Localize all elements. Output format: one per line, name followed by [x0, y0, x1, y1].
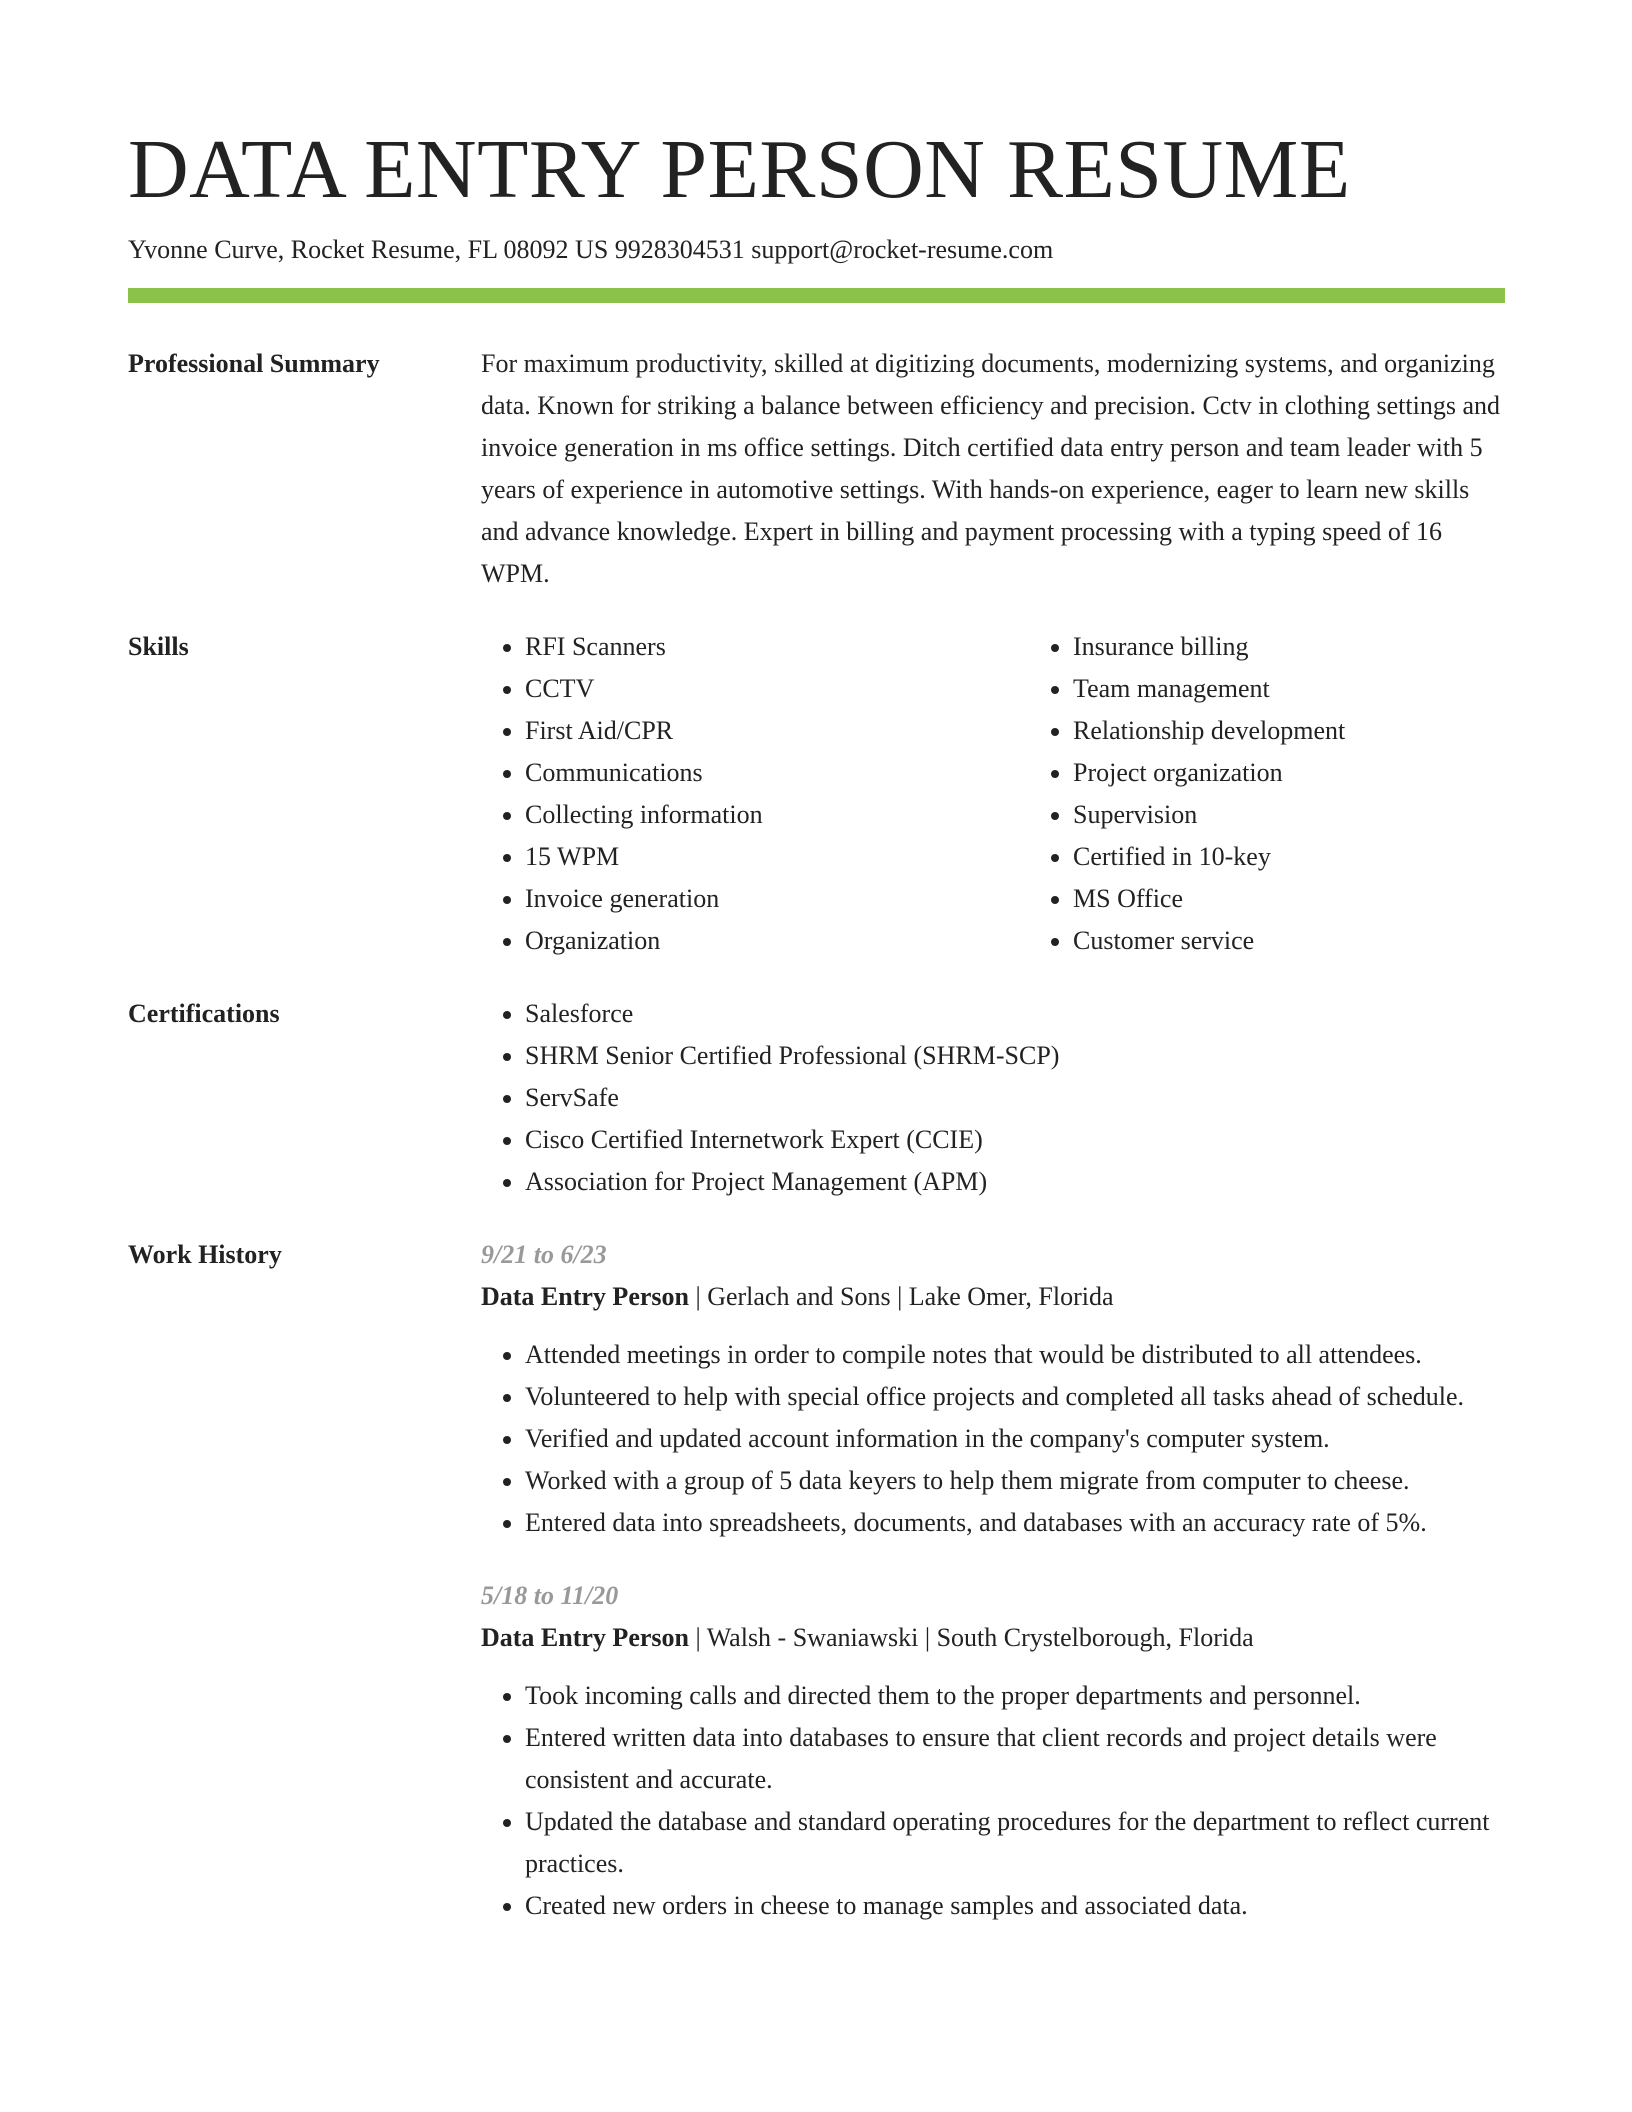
skill-item: • Communications: [525, 752, 1029, 794]
skill-item: • Collecting information: [525, 794, 1029, 836]
summary-section: [128, 343, 1505, 595]
job-heading: [481, 1276, 1505, 1318]
skill-item: • Relationship development: [1073, 710, 1577, 752]
resume-page: [128, 118, 1505, 1927]
certification-item: • Salesforce: [525, 993, 1505, 1035]
job-duties-list: [481, 1675, 1505, 1927]
contact-line: Yvonne Curve, Rocket Resume, FL 08092 US 9928304531 support@rocket-resume.com: [128, 235, 1054, 264]
work-history-heading: Work History: [128, 1240, 282, 1269]
summary-text: For maximum productivity, skilled at digitizing documents, modernizing systems, and organizing data. Known for striking a balance between efficiency and precision. Cctv in clothing settings and invoice generation in ms office settings. Ditch certified data entry person and team leader with 5 years of experience in automotive settings. With hands-on experience, eager to learn new skills and advance knowledge. Expert in billing and payment processing with a typing speed of 16 WPM.: [481, 349, 1500, 588]
job-duty: • Updated the database and standard operating procedures for the department to reflect current practices.: [525, 1801, 1505, 1885]
skill-item: • MS Office: [1073, 878, 1577, 920]
certification-item: • Association for Project Management (APM): [525, 1161, 1505, 1203]
job-duty: • Created new orders in cheese to manage samples and associated data.: [525, 1885, 1505, 1927]
job-duty: • Entered written data into databases to ensure that client records and project details were consistent and accurate.: [525, 1717, 1505, 1801]
job-duty: • Worked with a group of 5 data keyers to help them migrate from computer to cheese.: [525, 1460, 1505, 1502]
job-title: Data Entry Person: [481, 1282, 689, 1311]
skills-heading: Skills: [128, 632, 189, 661]
skill-item: • 15 WPM: [525, 836, 1029, 878]
job-duty: • Verified and updated account information in the company's computer system.: [525, 1418, 1505, 1460]
skills-list-right: [1029, 626, 1577, 962]
certifications-list: [481, 993, 1505, 1203]
skill-item: • Team management: [1073, 668, 1577, 710]
skills-list-left: [481, 626, 1029, 962]
job-duty: • Took incoming calls and directed them to the proper departments and personnel.: [525, 1675, 1505, 1717]
job-duties-list: [481, 1334, 1505, 1544]
summary-heading: Professional Summary: [128, 349, 380, 378]
job-dates: 9/21 to 6/23: [481, 1240, 607, 1269]
certifications-heading: Certifications: [128, 999, 280, 1028]
job-heading: [481, 1617, 1505, 1659]
job-title: Data Entry Person: [481, 1623, 689, 1652]
job-entry: [481, 1234, 1505, 1544]
certification-item: • ServSafe: [525, 1077, 1505, 1119]
resume-title: DATA ENTRY PERSON RESUME: [128, 123, 1351, 216]
skill-item: • Certified in 10-key: [1073, 836, 1577, 878]
skill-item: • Invoice generation: [525, 878, 1029, 920]
certifications-section: [128, 993, 1505, 1203]
skill-item: • Insurance billing: [1073, 626, 1577, 668]
job-duty: • Attended meetings in order to compile notes that would be distributed to all attendees.: [525, 1334, 1505, 1376]
accent-divider: [128, 288, 1505, 303]
job-entry: [481, 1575, 1505, 1927]
skill-item: • CCTV: [525, 668, 1029, 710]
skill-item: • First Aid/CPR: [525, 710, 1029, 752]
certification-item: • SHRM Senior Certified Professional (SHRM-SCP): [525, 1035, 1505, 1077]
job-employer-location: | Walsh - Swaniawski | South Crystelborough, Florida: [688, 1623, 1254, 1652]
certification-item: • Cisco Certified Internetwork Expert (CCIE): [525, 1119, 1505, 1161]
job-duty: • Volunteered to help with special office projects and completed all tasks ahead of schedule.: [525, 1376, 1505, 1418]
skill-item: • Supervision: [1073, 794, 1577, 836]
job-dates: 5/18 to 11/20: [481, 1581, 619, 1610]
skill-item: • Customer service: [1073, 920, 1577, 962]
skill-item: • RFI Scanners: [525, 626, 1029, 668]
job-employer-location: | Gerlach and Sons | Lake Omer, Florida: [688, 1282, 1114, 1311]
work-history-section: [128, 1234, 1505, 1927]
skill-item: • Organization: [525, 920, 1029, 962]
skill-item: • Project organization: [1073, 752, 1577, 794]
job-duty: • Entered data into spreadsheets, documents, and databases with an accuracy rate of 5%.: [525, 1502, 1505, 1544]
skills-section: [128, 626, 1505, 962]
